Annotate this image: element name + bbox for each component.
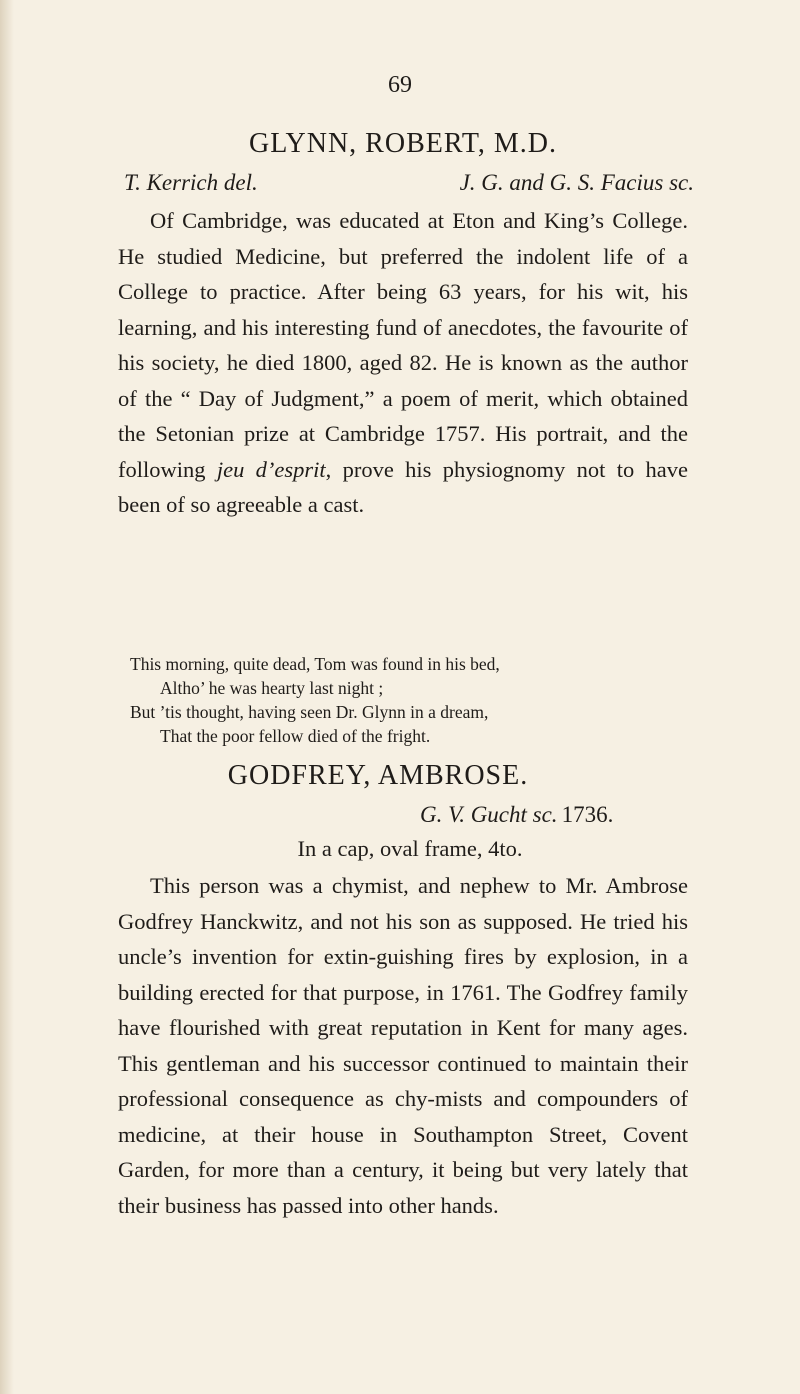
engraver-credit: G. V. Gucht sc. (420, 802, 558, 827)
page-edge-shadow (0, 0, 14, 1394)
page-number: 69 (388, 72, 412, 98)
biography-text-part-2: , prove his physiognomy not to have been of so agreeable a cast. (118, 456, 688, 517)
biography-text-part-1: Of Cambridge, was educated at Eton and King’s College. He studied Medicine, but preferred the indolent life of a College to practice. After being 63 years, for his wit, his learning, and his interesting fund of anecdotes, the favourite of his society, he died 1800, aged 82. He is known as the author of the “ Day of Judgment,” a poem of merit, which obtained the Setonian prize at Cambridge 1757. His portrait, and the following (118, 208, 688, 482)
entry-title-glynn: GLYNN, ROBERT, M.D. (249, 128, 557, 159)
biography-paragraph-godfrey (118, 868, 688, 1223)
biography-text: This person was a chymist, and nephew to Mr. Ambrose Godfrey Hanckwitz, and not his son as supposed. He tried his uncle’s invention for extin-guishing fires by explosion, in a building erected for that purpose, in 1761. The Godfrey family have flourished with great reputation in Kent for many ages. This gentleman and his successor continued to maintain their professional consequence as chy-mists and compounders of medicine, at their house in Southampton Street, Covent Garden, for more than a century, it being but very lately that their business has passed into other hands. (118, 873, 688, 1218)
credit-line-godfrey (420, 802, 720, 828)
biography-paragraph-glynn (118, 203, 688, 523)
verse-line: But ’tis thought, having seen Dr. Glynn in a dream, (130, 702, 489, 722)
draughtsman-credit: T. Kerrich del. (124, 170, 258, 195)
engraver-credit: J. G. and G. S. Facius sc. (459, 170, 694, 195)
biography-text-italic: jeu d’esprit (216, 456, 326, 482)
portrait-description: In a cap, oval frame, 4to. (297, 836, 523, 861)
verse-line: This morning, quite dead, Tom was found in his bed, (130, 654, 500, 674)
entry-title-godfrey: GODFREY, AMBROSE. (227, 760, 529, 791)
engraving-year: 1736. (561, 802, 614, 827)
credit-line-glynn (118, 170, 714, 196)
verse-line: That the poor fellow died of the fright. (160, 726, 431, 746)
verse-line: Altho’ he was hearty last night ; (160, 678, 384, 698)
epigram-verse (118, 652, 700, 748)
